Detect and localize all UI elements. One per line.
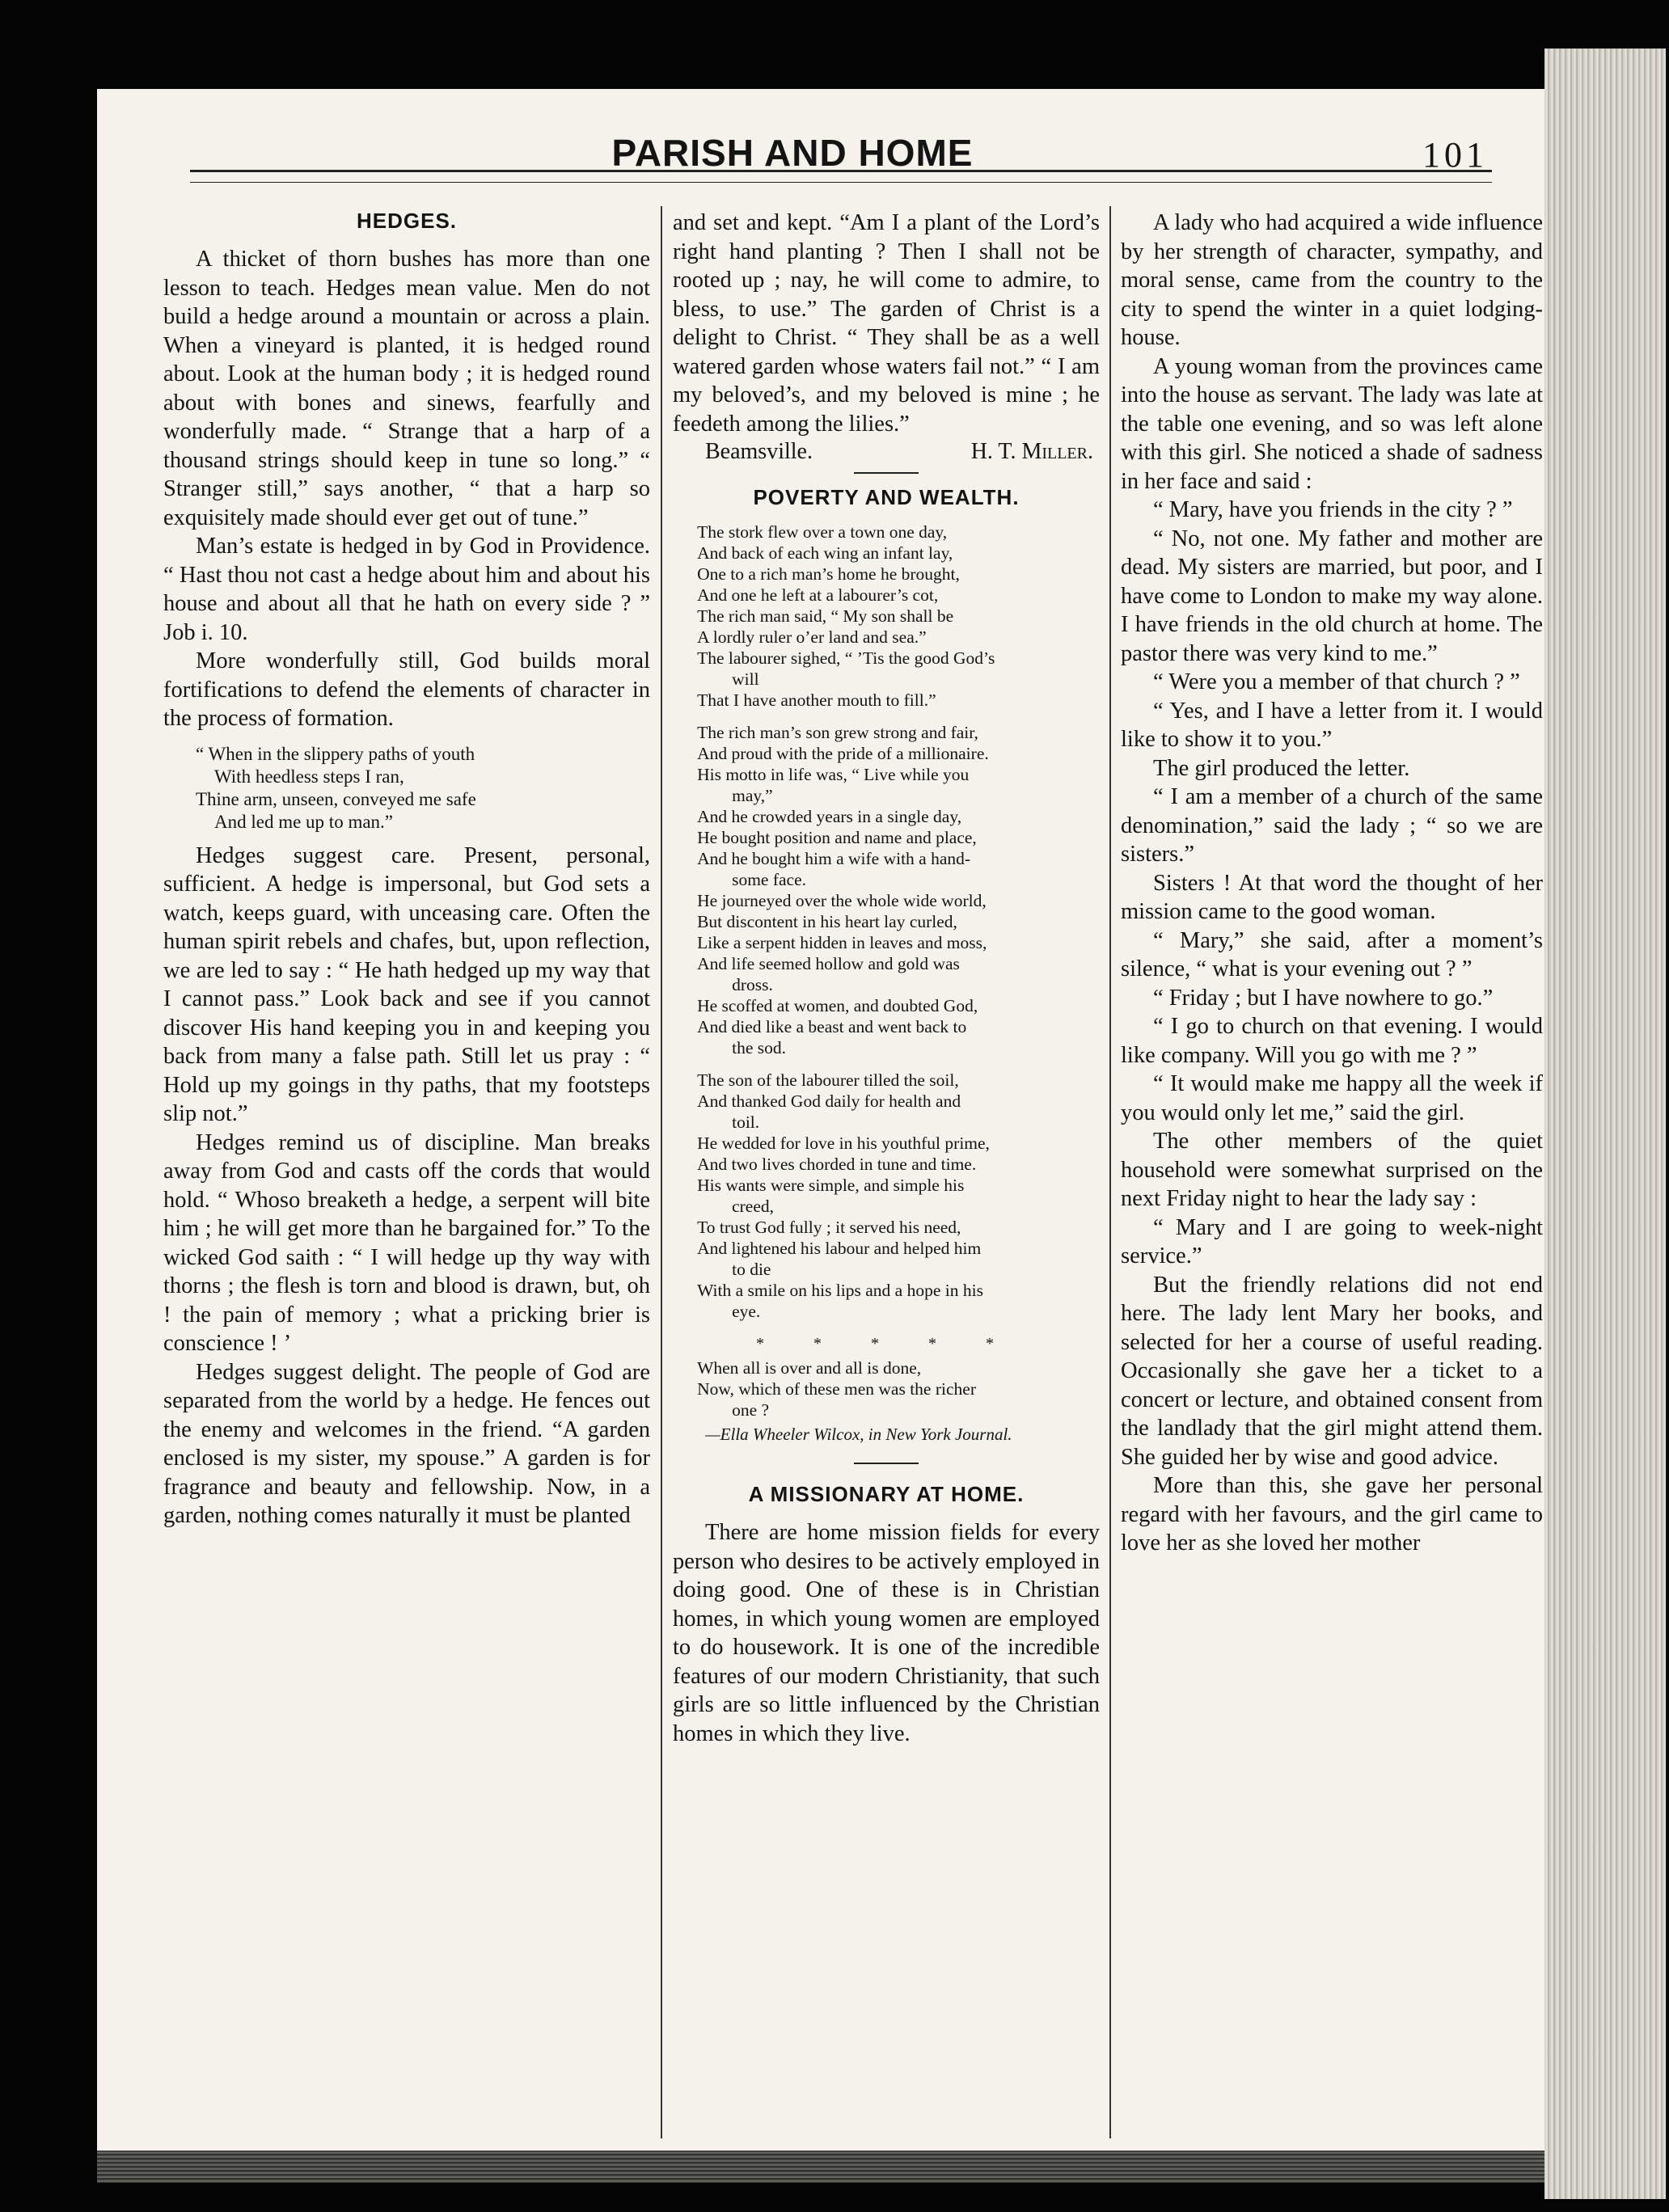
poem-line: And life seemed hollow and gold was [697, 954, 960, 973]
section-separator [854, 1463, 919, 1464]
poem-line: And back of each wing an infant lay, [697, 543, 953, 563]
column-right [1121, 202, 1543, 1558]
paragraph: Sisters ! At that word the thought of her mission came to the good woman. [1121, 870, 1543, 924]
stanza [673, 1357, 1100, 1420]
poem-line: some face. [732, 870, 807, 889]
article-title-poverty: POVERTY AND WEALTH. [753, 485, 1020, 509]
poem-line: One to a rich man’s home he brought, [697, 564, 960, 584]
poem-line: The rich man said, “ My son shall be [697, 606, 954, 626]
paragraph: “ Were you a member of that church ? ” [1153, 669, 1520, 694]
poem-line: And proud with the pride of a millionaire. [697, 744, 989, 763]
book-page-edges [1544, 49, 1666, 2199]
stanza [673, 521, 1100, 711]
page-number: 101 [1422, 135, 1488, 175]
paragraph: But the friendly relations did not end here. The lady lent Mary her books, and selected for her a course of useful reading. Occasionally she gave her a ticket to a concert or lecture, and obtained consent from the landlady that the girl might attend them. She guided her by wise and good advice. [1121, 1272, 1543, 1470]
paragraph: “ No, not one. My father and mother are dead. My sisters are married, but poor, and I have come to London to make my way alone. I have friends in the old church at home. The pastor there was very kind to me.” [1121, 526, 1543, 666]
paragraph: “ It would make me happy all the week if you would only let me,” said the girl. [1121, 1071, 1543, 1125]
column-left [163, 202, 650, 1530]
paragraph: The girl produced the letter. [1153, 755, 1410, 781]
poem-line: the sod. [732, 1038, 786, 1057]
poem-line: Now, which of these men was the richer [697, 1379, 976, 1399]
magazine-page [97, 89, 1544, 2151]
poem-line: And one he left at a labourer’s cot, [697, 585, 939, 605]
poem-line: to die [732, 1260, 771, 1279]
paragraph: There are home mission fields for every person who desires to be actively employed in doing good. One of these is in Christian homes, in which young women are employed to do housework. It is one of the incredible features of our modern Christianity, that such girls are so little influenced by the Christian homes in which they live. [673, 1520, 1100, 1746]
attribution-source: New York Journal. [885, 1425, 1012, 1444]
poem-line: He scoffed at women, and doubted God, [697, 996, 978, 1015]
poem-line: The rich man’s son grew strong and fair, [697, 723, 978, 742]
poem-line: His wants were simple, and simple his [697, 1176, 965, 1195]
poem-line: And lightened his labour and helped him [697, 1239, 982, 1258]
poem-line: will [732, 669, 759, 689]
poem-attribution [673, 1424, 1100, 1445]
poem-line: He journeyed over the whole wide world, [697, 891, 987, 910]
stanza [673, 722, 1100, 1058]
paragraph: “ I go to church on that evening. I would like company. Will you go with me ? ” [1121, 1014, 1543, 1068]
poem-line: The stork flew over a town one day, [697, 522, 948, 542]
poem-line: Thine arm, unseen, conveyed me safe [196, 788, 476, 809]
poem-line: With heedless steps I ran, [214, 766, 404, 787]
paragraph: A thicket of thorn bushes has more than one lesson to teach. Hedges mean value. Men do not build a hedge around a mountain or across a plain. When a vineyard is planted, it is hedged round about. Look at the human body ; it is hedged round about with bones and sinews, fearfully and wonderfully made. “ Strange that a harp of a thousand strings should keep in tune so long.” “ Stranger still,” says another, “ that a harp so exquisitely made should ever get out of tune.” [163, 247, 650, 530]
paragraph: “ Friday ; but I have nowhere to go.” [1153, 985, 1494, 1011]
poem-line: Like a serpent hidden in leaves and moss, [697, 933, 987, 952]
poem-line: That I have another mouth to fill.” [697, 690, 936, 710]
poem-line: And he bought him a wife with a hand- [697, 849, 971, 868]
paragraph: Hedges suggest delight. The people of God are separated from the world by a hedge. He fences out the enemy and welcomes in the friend. “A garden enclosed is my sister, my spouse.” A garden is for fragrance and beauty and fellowship. Now, in a garden, nothing comes naturally it must be planted [163, 1359, 650, 1528]
stars-separator: * * * * * [756, 1335, 1016, 1353]
page-header [97, 121, 1544, 194]
poem-line: And died like a beast and went back to [697, 1017, 967, 1036]
poem-line: creed, [732, 1197, 775, 1216]
paragraph: More wonderfully still, God builds moral fortifications to defend the elements of character in the process of formation. [163, 648, 650, 731]
poem-line: He bought position and name and place, [697, 828, 977, 847]
article-title-hedges: HEDGES. [356, 209, 458, 233]
poem-line: But discontent in his heart lay curled, [697, 912, 957, 931]
paragraph: Man’s estate is hedged in by God in Providence. “ Hast thou not cast a hedge about him and about his house and about all that he hath on every side ? ” Job i. 10. [163, 534, 650, 645]
missionary-story [1121, 209, 1543, 1558]
poem-line: eye. [732, 1302, 761, 1321]
poem-line: When all is over and all is done, [697, 1358, 922, 1378]
poem-line: And led me up to man.” [214, 811, 394, 832]
poem-line: one ? [732, 1400, 770, 1420]
poem-line: The labourer sighed, “ ’Tis the good God’s [697, 648, 995, 668]
paragraph: “ Mary, have you friends in the city ? ” [1153, 497, 1513, 522]
paragraph: Hedges remind us of discipline. Man breaks away from God and casts off the cords that would hold. “ Whoso breaketh a hedge, a serpent will bite him ; he will get more than he bargained for.” To the wicked God saith : “ I will hedge up thy way with thorns ; the flesh is torn and blood is drawn, but, oh ! the pain of memory ; what a pricking brier is conscience ! ’ [163, 1129, 650, 1356]
poem-line: dross. [732, 975, 773, 994]
header-double-rule [190, 170, 1492, 183]
paragraph: A young woman from the provinces came into the house as servant. The lady was late at the table one evening, and so was left alone with this girl. She noticed a shade of sadness in her face and said : [1121, 353, 1543, 494]
poem-line: To trust God fully ; it served his need, [697, 1218, 961, 1237]
hymn-quote [196, 743, 650, 834]
poem-line: may,” [732, 786, 773, 805]
paragraph: The other members of the quiet household were somewhat surprised on the next Friday night to hear the lady say : [1121, 1129, 1543, 1211]
paragraph-continuation: and set and kept. “Am I a plant of the Lord’s right hand planting ? Then I shall not be rooted up ; nay, he will come to admire, to bless, to use.” The garden of Christ is a delight to Christ. “ They shall be as a well watered garden whose waters fail not.” “ I am my beloved’s, and my beloved is mine ; he feedeth among the lilies.” [673, 210, 1100, 437]
poem-line: A lordly ruler o’er land and sea.” [697, 627, 927, 647]
poem-line: The son of the labourer tilled the soil, [697, 1070, 959, 1090]
signature-place: Beamsville. [705, 439, 813, 464]
book-bottom-edge [97, 2151, 1544, 2183]
poem-line: And thanked God daily for health and [697, 1091, 961, 1111]
paragraph: “ Yes, and I have a letter from it. I would like to show it to you.” [1121, 698, 1543, 752]
poem-line: “ When in the slippery paths of youth [196, 743, 475, 764]
stanza [673, 1070, 1100, 1322]
paragraph: “ I am a member of a church of the same denomination,” said the lady ; “ so we are sisters.” [1121, 784, 1543, 867]
signature [673, 438, 1100, 466]
paragraph: Hedges suggest care. Present, personal, sufficient. A hedge is impersonal, but God sets a watch, keeps guard, with unceasing care. Often the human spirit rebels and chafes, but, upon reflection, we are led to say : “ He hath hedged up my way that I cannot pass.” Look back and see if you cannot discover His hand keeping you in and keeping you back from many a false path. Still let us pray : “ Hold up my goings in thy paths, that my footsteps slip not.” [163, 842, 650, 1126]
paragraph: “ Mary and I are going to week-night service.” [1121, 1214, 1543, 1269]
paragraph: A lady who had acquired a wide influence by her strength of character, sympathy, and moral sense, came from the country to the city to spend the winter in a quiet lodging-house. [1121, 210, 1543, 350]
column-divider [1109, 206, 1111, 2138]
paragraph: More than this, she gave her personal regard with her favours, and the girl came to love her as she loved her mother [1121, 1473, 1543, 1556]
signature-name: H. T. Miller. [970, 439, 1093, 464]
column-divider [661, 206, 662, 2138]
poem-line: toil. [732, 1112, 760, 1132]
attribution-author: —Ella Wheeler Wilcox, in [705, 1425, 882, 1444]
poem-line: And two lives chorded in tune and time. [697, 1155, 977, 1174]
poem [673, 521, 1100, 1420]
column-middle [673, 202, 1100, 1748]
section-separator [854, 472, 919, 474]
article-title-missionary: A MISSIONARY AT HOME. [748, 1482, 1025, 1506]
poem-line: And he crowded years in a single day, [697, 807, 962, 826]
poem-line: His motto in life was, “ Live while you [697, 765, 970, 784]
publication-title: PARISH AND HOME [611, 132, 974, 174]
poem-line: He wedded for love in his youthful prime, [697, 1133, 990, 1153]
paragraph: “ Mary,” she said, after a moment’s silence, “ what is your evening out ? ” [1121, 927, 1543, 981]
poem-line: With a smile on his lips and a hope in his [697, 1281, 983, 1300]
